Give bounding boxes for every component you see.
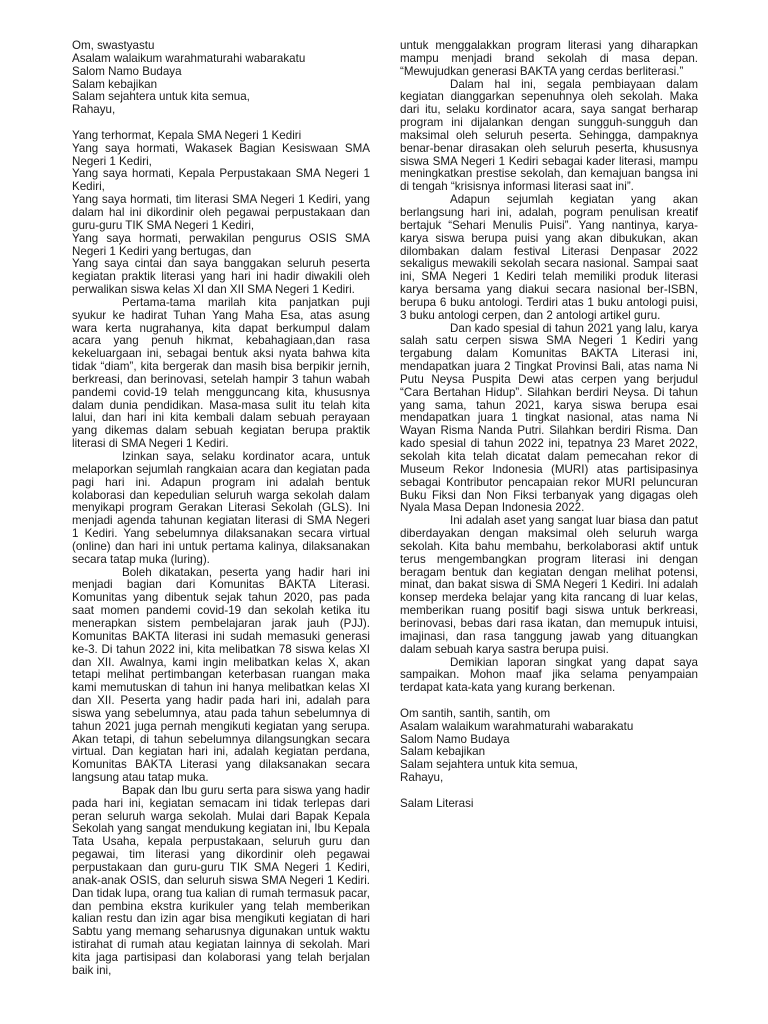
body-paragraph: Pertama-tama marilah kita panjatkan puji syukur ke hadirat Tuhan Yang Maha Esa, atas asung wara kerta nugrahanya, kita dapat berkumpul dalam acara yang penuh hikmat, kebahagiaan,dan rasa kekeluargaan ini, sebagai bentuk aksi nyata bahwa kita tidak “diam”, kita bergerak dan masih bisa berpikir jernih, berkreasi, dan berinovasi, setelah hampir 3 tahun wabah pandemi covid-19 telah mengguncang kita, khususnya dalam dunia pendidikan. Masa-masa sulit itu telah kita lalui, dan hari ini kita kembali dalam sebuah perayaan yang dikemas dalam sebuah kegiatan berupa praktik literasi di SMA Negeri 1 Kediri. xyxy=(72,295,370,451)
intro-paragraph: Yang saya cintai dan saya banggakan seluruh peserta kegiatan praktik literasi yang hari ini hadir diwakili oleh perwalikan siswa kelas XI dan XII SMA Negeri 1 Kediri. xyxy=(72,257,370,297)
greeting-line: Salom Namo Budaya xyxy=(72,64,182,78)
body-paragraph: Boleh dikatakan, peserta yang hadir hari ini menjadi bagian dari Komunitas BAKTA Literasi. Komunitas yang dibentuk sejak tahun 2020, pas pada saat momen pandemi covid-19 dan sekolah ketika itu menerapkan sistem pembelajaran jarak jauh (PJJ). Komunitas BAKTA literasi ini sudah memasuki generasi ke-3. Di tahun 2022 ini, kita melibatkan 78 siswa kelas XI dan XII. Awalnya, kami ingin melibatkan kelas X, akan tetapi melihat pertimbangan keterbasan ruangan maka kami memutuskan di tahun ini hanya melibatkan kelas XI dan XII. Peserta yang hadir pada hari ini, adalah para siswa yang sebelumnya, atau pada tahun sebelumnya di tahun 2021 juga pernah mengikuti kegiatan yang serupa. Akan tetapi, di tahun sebelumnya dilangsungkan secara virtual. Dan kegiatan hari ini, adalah kegiatan perdana, Komunitas BAKTA Literasi yang dilaksanakan secara langsung atau tatap muka. xyxy=(72,565,370,785)
spacer xyxy=(400,785,698,798)
left-column xyxy=(72,40,370,978)
right-column xyxy=(400,40,698,811)
honorific-line: Yang saya hormati, Wakasek Bagian Kesiswaan SMA Negeri 1 Kediri, xyxy=(72,141,370,168)
honorific-line: Yang saya hormati, tim literasi SMA Negeri 1 Kediri, yang dalam hal ini dikordinir oleh pegawai perpustakaan dan guru-guru TIK SMA Negeri 1 Kediri, xyxy=(72,193,370,232)
greeting-line: Rahayu, xyxy=(72,103,116,117)
greeting-line: Salam kebajikan xyxy=(72,77,158,91)
body-paragraph: Dalam hal ini, segala pembiayaan dalam kegiatan dianggarkan sepenuhnya oleh sekolah. Maka dari itu, selaku kordinator acara, saya sangat berharap program ini dijalankan dengan sungguh-sungguh dan maksimal oleh seluruh peserta. Sehingga, dampaknya benar-benar dirasakan oleh seluruh peserta, khususnya siswa SMA Negeri 1 Kediri sebagai kader literasi, mampu meningkatkan prestise sekolah, dan kemajuan bangsa ini di tengah “krisisnya informasi literasi saat ini”. xyxy=(400,77,698,194)
honorifics xyxy=(72,130,370,297)
body-paragraph: Ini adalah aset yang sangat luar biasa dan patut diberdayakan dengan maksimal oleh seluruh warga sekolah. Kita bahu membahu, berkolaborasi aktif untuk terus mengembangkan program literasi ini dengan beragam bentuk dan kegiatan dengan melihat potensi, minat, dan bakat siswa di SMA Negeri 1 Kediri. Ini adalah konsep merdeka belajar yang kita rancang di luar kelas, memberikan ruang positif bagi siswa untuk berkreasi, berinovasi, bebas dari rasa ikatan, dan memupuk intuisi, imajinasi, dan rasa tanggung jawab yang dituangkan dalam sebuah karya sastra berupa puisi. xyxy=(400,514,698,656)
closing-line: Om santih, santih, santih, om xyxy=(400,706,551,720)
opening-greetings xyxy=(72,40,370,117)
closing-line: Salom Namo Budaya xyxy=(400,732,510,746)
closing-paragraph: Demikian laporan singkat yang dapat saya sampaikan. Mohon maaf jika selama penyampaian terdapat kata-kata yang kurang berkenan. xyxy=(400,655,698,695)
body-paragraph: Izinkan saya, selaku kordinator acara, untuk melaporkan sejumlah rangkaian acara dan kegiatan pada pagi hari ini. Adapun program ini adalah bentuk kolaborasi dan kepedulian seluruh warga sekolah dalam menyikapi program Gerakan Literasi Sekolah (GLS). Ini menjadi agenda tahunan kegiatan literasi di SMA Negeri 1 Kediri. Yang sebelumnya dilaksanakan secara virtual (online) dan hari ini untuk pertama kalinya, dilaksanakan secara tatap muka (luring). xyxy=(72,450,370,566)
closing-line: Salam kebajikan xyxy=(400,745,486,759)
honorific-line: Yang terhormat, Kepala SMA Negeri 1 Kediri xyxy=(72,128,302,142)
honorific-line: Yang saya hormati, Kepala Perpustakaan SMA Negeri 1 Kediri, xyxy=(72,167,370,194)
spacer xyxy=(400,695,698,708)
closing-line: Rahayu, xyxy=(400,771,444,785)
honorific-line: Yang saya hormati, perwakilan pengurus OSIS SMA Negeri 1 Kediri yang bertugas, dan xyxy=(72,231,370,258)
body-paragraph: Adapun sejumlah kegiatan yang akan berlangsung hari ini, adalah, pogram penulisan kreatif bertajuk “Sehari Menulis Puisi”. Yang nantinya, karya-karya siswa berupa puisi yang akan dibukukan, akan dilombakan dalam festival Literasi Denpasar 2022 sekaligus mewakili sekolah secara nasional. Sampai saat ini, SMA Negeri 1 Kediri telah memiliki produk literasi karya bersama yang diakui secara nasional ber-ISBN, berupa 6 buku antologi. Terdiri atas 1 buku antologi puisi, 3 buku antologi cerpen, dan 2 antologi artikel guru. xyxy=(400,193,698,322)
greeting-line: Salam sejahtera untuk kita semua, xyxy=(72,90,250,104)
document-page xyxy=(72,40,720,1020)
greeting-line: Om, swastyastu xyxy=(72,39,155,52)
spacer xyxy=(72,117,370,130)
greeting-line: Asalam walaikum warahmaturahi wabarakatu xyxy=(72,51,306,65)
closing-line: Asalam walaikum warahmaturahi wabarakatu xyxy=(400,719,634,733)
signoff: Salam Literasi xyxy=(400,796,474,810)
closing-greetings xyxy=(400,708,698,785)
closing-line: Salam sejahtera untuk kita semua, xyxy=(400,758,578,772)
continuation-paragraph: untuk menggalakkan program literasi yang diharapkan mampu menjadi brand sekolah di masa depan. “Mewujudkan generasi BAKTA yang cerdas berliterasi.” xyxy=(400,39,698,78)
body-paragraph: Dan kado spesial di tahun 2021 yang lalu, karya salah satu cerpen siswa SMA Negeri 1 Kediri yang tergabung dalam Komunitas BAKTA Literasi ini, mendapatkan juara 2 Tingkat Provinsi Bali, atas nama Ni Putu Neysa Puspita Dewi atas cerpen yang berjudul “Cara Bertahan Hidup”. Silahkan berdiri Neysa. Di tahun yang sama, tahun 2021, karya siswa berupa esai mendapatkan juara 1 tingkat nasional, atas nama Ni Wayan Risma Nanda Putri. Silahkan berdiri Risma. Dan kado spesial di tahun 2022 ini, tepatnya 23 Maret 2022, sekolah kita telah dicatat dalam pemecahan rekor di Museum Rekor Indonesia (MURI) atas partisipasinya sebagai Kontributor pencapaian rekor MURI peluncuran Buku Fiksi dan Non Fiksi terbanyak yang digagas oleh Nyala Masa Depan Indonesia 2022. xyxy=(400,321,698,515)
body-paragraph: Bapak dan Ibu guru serta para siswa yang hadir pada hari ini, kegiatan semacam ini tidak terlepas dari peran seluruh warga sekolah. Mulai dari Bapak Kepala Sekolah yang sangat mendukung kegiatan ini, Ibu Kepala Tata Usaha, kepala perpustakaan, seluruh guru dan pegawai, tim literasi yang dikordinir oleh pegawai perpustakaan dan guru-guru TIK SMA Negeri 1 Kediri, anak-anak OSIS, dan seluruh siswa SMA Negeri 1 Kediri. Dan tidak lupa, orang tua kalian di rumah termasuk pacar, dan pembina ekstra kurikuler yang telah memberikan kalian restu dan izin agar bisa mengikuti kegiatan di hari Sabtu yang memang seharusnya digunakan untuk waktu istirahat di rumah atau kegiatan lainnya di sekolah. Mari kita jaga partisipasi dan kolaborasi yang telah berjalan baik ini, xyxy=(72,783,370,977)
